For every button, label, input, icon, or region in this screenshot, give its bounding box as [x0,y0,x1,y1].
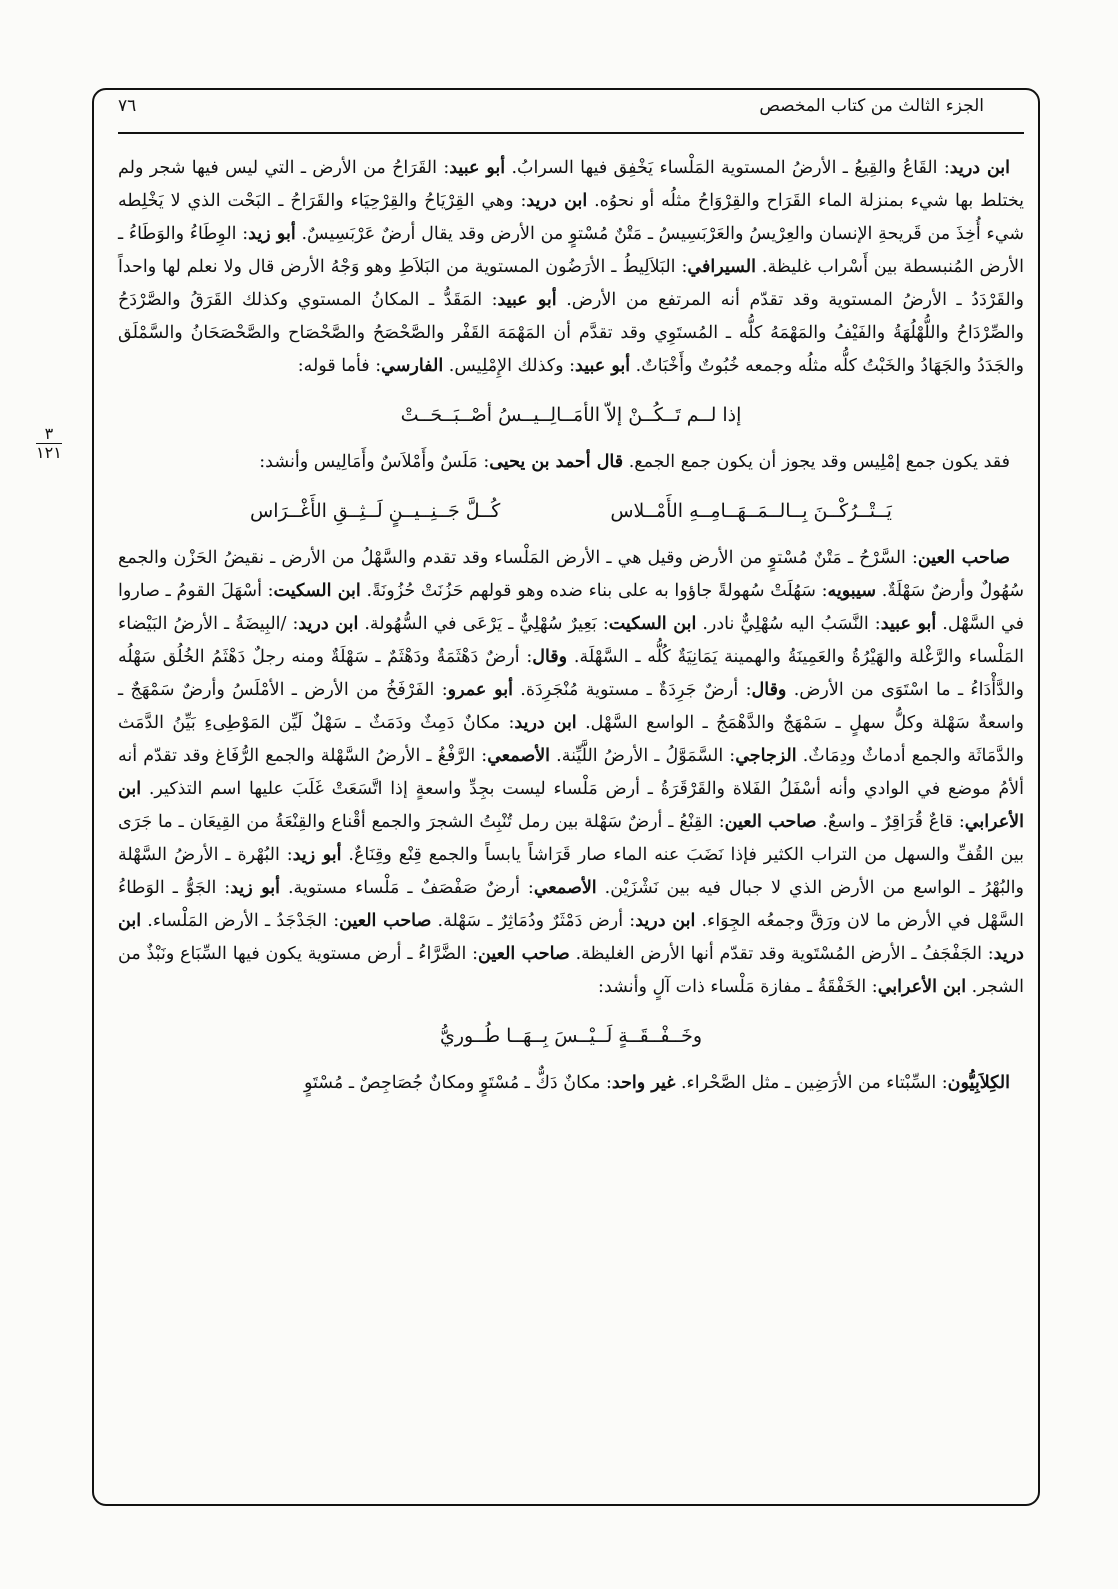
margin-reference [36,426,62,462]
text-run: : أسْهَلَ القومُ ـ صاروا في السَّهْل. [118,581,1024,634]
author-name: وقال [751,680,787,700]
author-name: أبو زيد [292,845,342,865]
author-name: السيرافي [687,257,756,277]
author-name: صاحب العين [339,911,432,931]
verse-2-left-hemistich: كُــلَّ جَــنِــيــنٍ لَــثِــقِ الأَغْــرَاس [250,500,501,522]
text-run: : الضَّرَّاءُ ـ أرض مستوية يكون فيها السِّبَاع ونَبْذٌ من الشجر. [118,944,1024,997]
author-name: أبو عبيد [497,290,557,310]
author-name: أبو عبيد [449,158,506,178]
author-name: الأصمعي [533,878,597,898]
text-run: : البُهْرة ـ الأرضُ السَّهْلة والبُهْرُ ـ الواسع من الأرض الذي لا جبال فيه بين نَشْزَيْن. [118,845,1024,898]
paragraph-2 [118,446,1024,479]
text-run: : الرَّفْغُ ـ الأرضُ السَّهْلة والجمع الرُّفَاغ وقد تقدّم أنه ألأمُ موضع في الوادي وأنه أسْفَلُ الفَلاة والقَرْقَرَةُ ـ أرض مَلْساء ليست بجِدِّ واسعةٍ إذا اتَّسَعَتْ غَلَبَ عليها اسم التذكير. [118,746,1024,799]
text-run: : مكانٌ دَمِثٌ ودَمَثٌ ـ سَهْلٌ لَيِّن المَوْطِىءِ بَيِّنُ الدَّمَث والدَّمَاثَة والجمع أدماثٌ ودِمَاثٌ. [118,713,1024,766]
text-run: : /البِيضَةُ ـ الأرضُ البَيْضاء المَلْساء والرَّغْلة والهَيْرُةُ والعَمِينَةُ والهمينة يَمَانِيَةٌ كُلُّه ـ السَّهْلَة. [118,614,1024,667]
text-run: : بَعِيرٌ سُهْلِيٌّ ـ يَرْعَى في السُّهُولة. [358,614,609,634]
author-name: سيبويه [827,581,877,601]
author-name: ابن دريد [514,713,577,733]
page-number: ٧٦ [118,96,137,116]
text-run: : الجَدْجَدُ ـ الأرض المَلْساء. [141,911,340,931]
author-name: ابن دريد [949,158,1010,178]
author-name: صاحب العين [917,548,1010,568]
author-name: أبو عبيد [880,614,937,634]
author-name: قال أحمد بن يحيى [489,452,624,472]
paragraph-4 [118,1067,1024,1100]
text-run: : البَلاَلِيطُ ـ الأرَضُون المستوية من البَلاَطِ وهو وَجْهُ الأرض قال ولا نعلم لها واحداً والقَرْدَدُ ـ الأرضُ المستوية وقد تقدّم أنه المرتفع من الأرض. [118,257,1024,310]
text-run: : القَرَاحُ من الأرض ـ التي ليس فيها شجر ولم يختلط بها شيء بمنزلة الماء القَرَاح والقِرْوَاحُ مثلُه أو نحوُه. [118,158,1025,211]
verse-1: إذا لــم تَــكُــنْ إلاّ الأمَــالِــيــسُ أصْــبَــحَــتْ [400,404,742,426]
text-run: : فأما قوله: [297,356,382,376]
margin-ref-denominator: ١٢١ [36,442,62,462]
verse-3: وخَــفْــقَــةٍ لَــيْــسَ بِــهَــا طُــوريُّ [439,1025,703,1047]
author-name: أبو زيد [248,224,296,244]
author-name: ابن السكيت [273,581,361,601]
author-name: ابن السكيت [608,614,697,634]
text-run: : سَهُلَتْ سُهولةً جاؤوا به على بناء ضده وهو قولهم حَزُنَتْ حُزُونَةً. [360,581,828,601]
body-text [118,152,1024,1100]
text-run: : أرضٌ جَرِدَةٌ ـ مستوية مُنْجَرِدَة. [512,680,752,700]
author-name: ابن دريد [118,911,1024,964]
text-run: : الجَوُّ ـ الوَطاءُ السَّهْل في الأرض ما لان ورَقَّ وجمعُه الجِوَاء. [118,878,1024,931]
text-run: : أرضٌ صَفْصَفٌ ـ مَلْساء مستوية. [280,878,534,898]
text-run: : أرض دَمْثَرٌ ودُمَاثِرٌ ـ سَهْلة. [431,911,636,931]
author-name: ابن الأعرابي [877,977,967,997]
text-run: : السِّبْتاء من الأرَضِين ـ مثل الصَّحْراء. [675,1073,948,1093]
text-run: : المَقَدُّ ـ المكانُ المستوي وكذلك القَرَقُ والصَّرْدَحُ والصِّرْدَاحُ واللُّهْلُهَةُ والفَيْفُ والمَهْمَهُ كلُّه ـ المُستَوِي وقد تقدَّم أن المَهْمَهَ القَفْر والصَّحْصَحُ والصَّحْصَاح والصَّحْصَحَانُ والسَّمْلَق والجَدَدُ والجَهَادُ والخَبْتُ كلُّه مثلُه وجمعه خُبُوتٌ وأَخْبَاتٌ. [118,290,1024,376]
text-run: : القِنْعُ ـ أرضٌ سَهْلة بين رمل تُنْبِتُ الشجرَ والجمع أقْناع والقِنْعَةُ من القِيعَان ـ ما جَرَى بين القُفِّ والسهل من التراب الكثير فإذا نَضَبَ عنه الماء صار قَرَاشاً يابساً والجمع قِنْع وقِنَاعٌ. [118,812,1025,865]
author-name: ابن الأعرابي [118,779,1024,832]
text-run: : الجَفْجَفُ ـ الأرض المُسْتَوية وقد تقدّم أنها الأرض الغليظة. [569,944,994,964]
verse-2 [118,495,1024,528]
author-name: وقال [532,647,568,667]
header-rule [118,132,1024,134]
margin-ref-numerator: ٣ [44,424,54,443]
text-run: : الفَرْفَخُ من الأرض ـ الأمْلَسُ وأرضٌ سَمْهَجٌ ـ واسعةٌ سَهْلة وكلُّ سهلٍ ـ سَمْهَجٌ والدَّهْمَجُ ـ الواسع السَّهْل. [118,680,1024,733]
text-run: : قاعٌ قُرَاقِرٌ ـ واسعٌ. [816,812,965,832]
verse-2-right-hemistich: يَــتْــرُكْــنَ بِــالــمَــهَــامِــهِ الأَمْــلاس [610,500,892,522]
author-name: أبو عمرو [447,680,513,700]
text-run: : السَّمَوَّلُ ـ الأرضُ اللَّيِّنة. [550,746,736,766]
text-run: : القَاعُ والقِيعُ ـ الأرضُ المستوية المَلْساء يَخْفِق فيها السرابُ. [505,158,950,178]
author-name: صاحب العين [478,944,570,964]
text-run: فقد يكون جمع إمْلِيس وقد يجوز أن يكون جمع الجمع. [623,452,1010,472]
author-name: الأصمعي [487,746,551,766]
author-name: الكِلاَبِيُّون [947,1073,1010,1093]
text-run: : وكذلك الإِمْلِيس. [443,356,576,376]
text-run: : السَّرْحُ ـ مَتْنٌ مُسْتوٍ من الأرض وقيل هي ـ الأرض المَلْساء وقد تقدم والسَّهْلُ من الأرض ـ نقيضُ الحَزْن والجمع سُهُولٌ وأرضٌ سَهْلَةٌ. [118,548,1025,601]
author-name: ابن دريد [635,911,696,931]
author-name: أبو زيد [230,878,280,898]
text-run: : مَلَسٌ وأَمْلاَسٌ وأَمَالِيس وأنشد: [259,452,490,472]
text-run: : الخَفْقَةُ ـ مفازة مَلْساء ذات آلٍ وأنشد: [598,977,878,997]
text-run: : مكانٌ دَكٌّ ـ مُسْتَوٍ ومكانٌ جُصَاجِصٌ ـ مُسْتَوٍ [303,1073,612,1093]
author-name: صاحب العين [724,812,817,832]
running-head: الجزء الثالث من كتاب المخصص [759,96,984,116]
author-name: أبو عبيد [575,356,631,376]
author-name: الفارسي [381,356,444,376]
text-run: : الوِطَاءُ والوَطَاءُ ـ الأرض المُنبسطة بين أَسْراب غليظة. [118,224,1024,277]
author-name: الزجاجي [735,746,797,766]
author-name: ابن دريد [298,614,359,634]
author-name: ابن دريد [526,191,588,211]
text-run: : أرضٌ دَهْثَمَةٌ ودَهْثَمٌ ـ سَهْلَةٌ ومنه رجلٌ دَهْثَمُ الخُلُق سَهْلُه والدَّأْدَاءُ ـ ما اسْتَوَى من الأرض. [118,647,1024,700]
paragraph-1 [118,152,1024,383]
author-name: غير واحد [611,1073,676,1093]
text-run: : النَّسَبُ اليه سُهْلِيٌّ نادر. [696,614,881,634]
paragraph-3 [118,542,1024,1004]
text-run: : وهي القِرْيَاحُ والقِرْحِيَاء والقَرَاحُ ـ البَحْت الذي لا يَخْلِطه شيء أُخِذَ من قَريحةِ الإنسان والعِرْيسُ والعَرْبَسِيسُ ـ مَتْنٌ مُسْتوٍ من الأرض وقد يقال أرضٌ عَرْبَسِيسٌ. [118,191,1025,244]
